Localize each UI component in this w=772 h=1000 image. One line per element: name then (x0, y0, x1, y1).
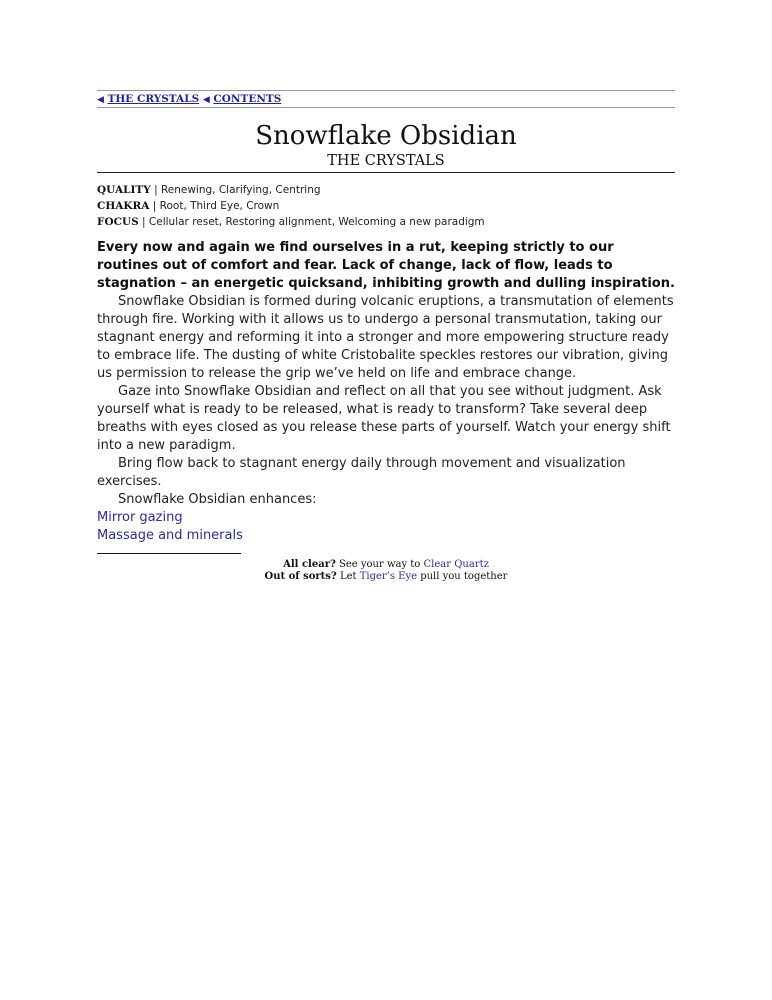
body-paragraph: Snowflake Obsidian enhances: (118, 492, 317, 507)
section-subtitle: THE CRYSTALS (97, 152, 675, 173)
page (97, 90, 675, 583)
footer-text: See your way to (335, 559, 424, 570)
footer-prompt: All clear? (283, 559, 336, 570)
footer-link-tigers-eye[interactable]: Tiger’s Eye (359, 571, 418, 582)
body-paragraph: Bring flow back to stagnant energy daily through movement and visualization exercises. (97, 456, 626, 489)
attribute-value: | Cellular reset, Restoring alignment, Welcoming a new paradigm (138, 216, 485, 228)
page-title: Snowflake Obsidian (255, 121, 517, 151)
footer-prompt: Out of sorts? (264, 571, 337, 582)
crystal-attributes (97, 182, 675, 230)
attribute-chakra (97, 198, 675, 214)
nav-link-contents[interactable]: CONTENTS (213, 93, 282, 105)
attribute-value: | Renewing, Clarifying, Centring (150, 184, 321, 196)
footer-suggestions (97, 559, 675, 583)
attribute-value: | Root, Third Eye, Crown (149, 200, 280, 212)
attribute-focus (97, 214, 675, 230)
attribute-key: FOCUS (97, 216, 139, 228)
divider (97, 553, 241, 554)
back-arrow-icon: ◀ (97, 95, 104, 105)
enhancement-link-mirror-gazing[interactable]: Mirror gazing (97, 510, 183, 525)
back-arrow-icon: ◀ (202, 95, 210, 105)
nav-link-the-crystals[interactable]: THE CRYSTALS (107, 93, 200, 105)
footer-text: Let (336, 571, 360, 582)
body-paragraph: Gaze into Snowflake Obsidian and reflect on all that you see without judgment. Ask yourself what is ready to be released, what is ready to transform? Take several deep breaths with eyes closed as you release these parts of yourself. Watch your energy shift into a new paradigm. (97, 384, 671, 453)
body-paragraph: Snowflake Obsidian is formed during volcanic eruptions, a transmutation of elements through fire. Working with it allows us to undergo a personal transmutation, taking our stagnant energy and reforming it into a stronger and more empowering structure ready to embrace life. The dusting of white Cristobalite speckles restores our vibration, giving us permission to release the grip we’ve held on life and embrace change. (97, 294, 674, 381)
footer-link-clear-quartz[interactable]: Clear Quartz (423, 559, 489, 570)
footer-line-out-of-sorts (97, 571, 675, 583)
footer-text: pull you together (417, 571, 508, 582)
attribute-key: QUALITY (97, 184, 151, 196)
footer-line-all-clear (97, 559, 675, 571)
attribute-key: CHAKRA (97, 200, 150, 212)
enhancement-link-massage-and-minerals[interactable]: Massage and minerals (97, 528, 243, 543)
intro-paragraph: Every now and again we find ourselves in a rut, keeping strictly to our routines out of comfort and fear. Lack of change, lack of flow, leads to stagnation – an energetic quicksand, inhibiting growth and dulling inspiration. (97, 240, 675, 291)
attribute-quality (97, 182, 675, 198)
top-navigation (97, 90, 675, 108)
